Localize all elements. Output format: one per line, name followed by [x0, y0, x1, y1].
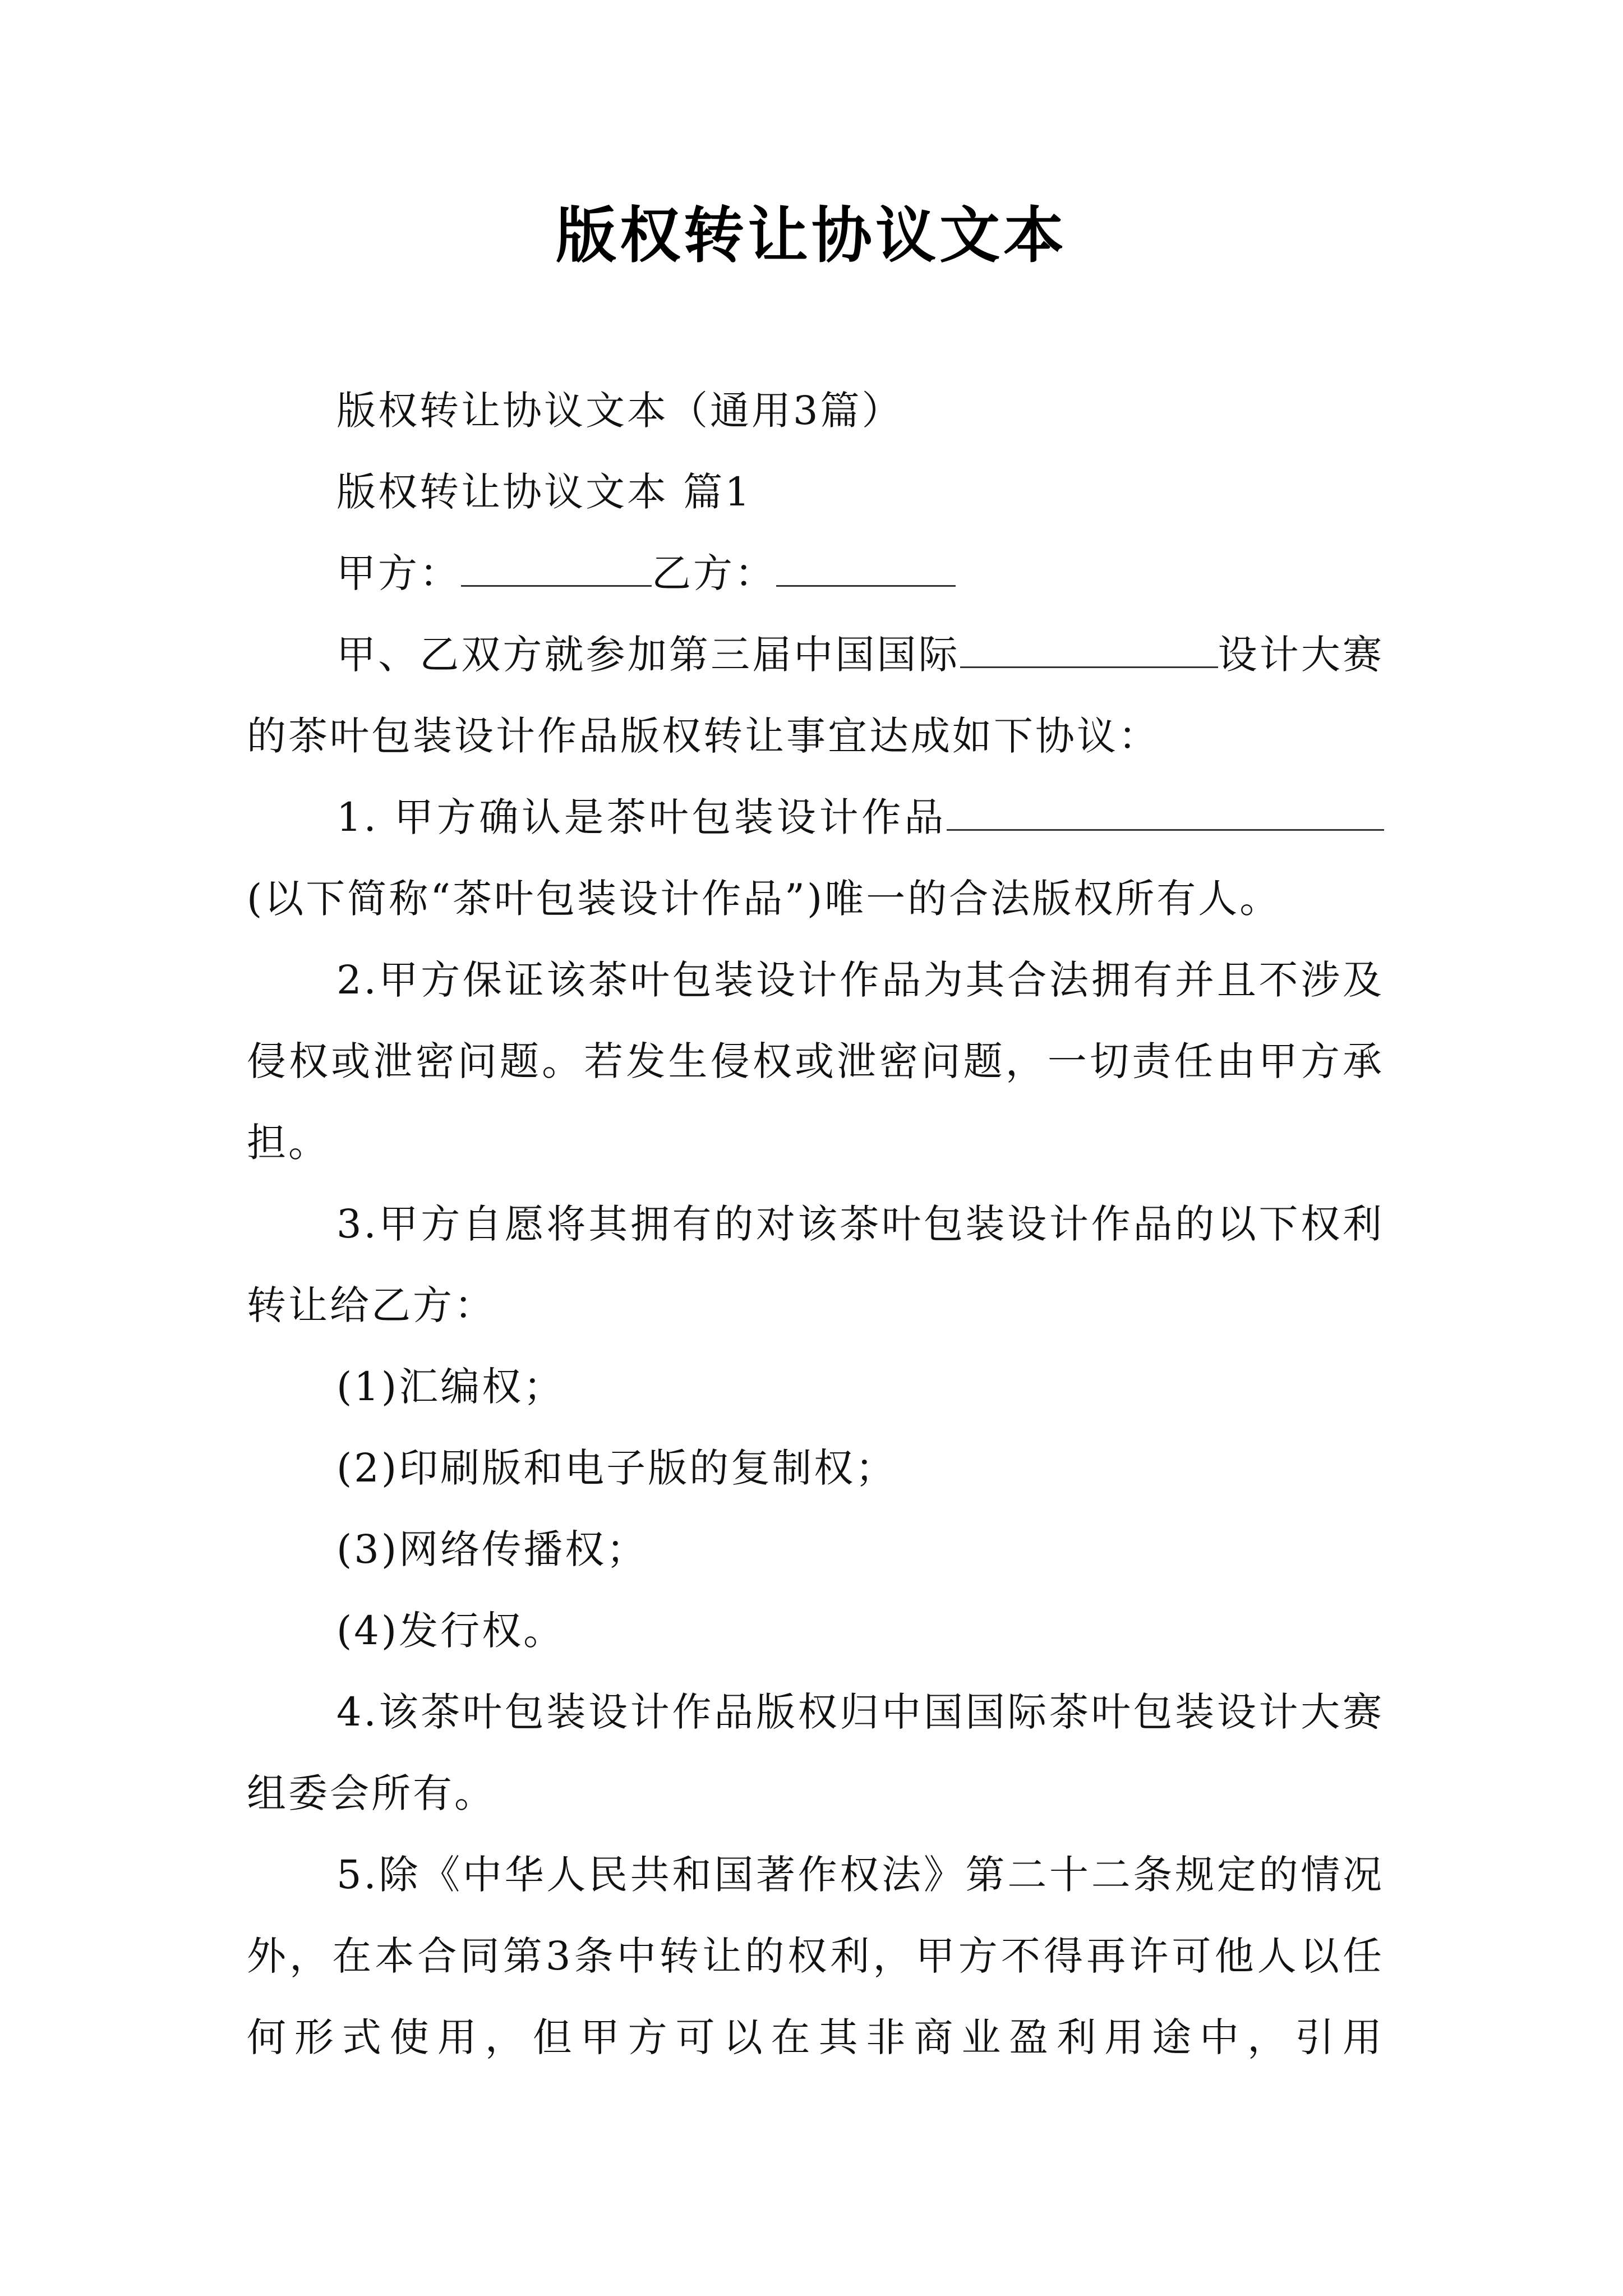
section-heading: 版权转让协议文本 篇1: [336, 469, 752, 515]
intro-text-1: 甲、乙双方就参加第三届中国国际: [336, 632, 960, 678]
right-item-3: (3)网络传播权；: [336, 1526, 648, 1572]
work-name-blank: [947, 789, 1384, 831]
clause-5: 5.除《中华人民共和国著作权法》第二十二条规定的情况外，在本合同第3条中转让的权利，甲方不得再许可他人以任何形式使用，但甲方可以在其非商业盈利用途中，引用: [247, 1852, 1384, 2060]
intro-text-2: 设计大赛的茶叶包装设计作品版权转让事宜达成如下协议：: [247, 632, 1384, 759]
right-item-4: (4)发行权。: [336, 1608, 565, 1654]
contest-name-blank: [960, 626, 1218, 668]
party-a-blank: [461, 545, 652, 587]
party-b-label: 乙方：: [652, 550, 776, 596]
document-body: [247, 370, 1384, 2078]
clause-1-text-1: 1. 甲方确认是茶叶包装设计作品: [336, 794, 947, 840]
party-b-blank: [776, 545, 956, 587]
document-title: 版权转让协议文本: [555, 200, 1067, 271]
parties-line: [247, 533, 1384, 614]
clause-3: 3.甲方自愿将其拥有的对该茶叶包装设计作品的以下权利转让给乙方：: [247, 1201, 1384, 1328]
party-a-label: 甲方：: [336, 550, 461, 596]
subtitle: 版权转让协议文本（通用3篇）: [336, 388, 903, 434]
clause-2: 2.甲方保证该茶叶包装设计作品为其合法拥有并且不涉及侵权或泄密问题。若发生侵权或泄密问题，一切责任由甲方承担。: [247, 957, 1384, 1166]
clause-4: 4.该茶叶包装设计作品版权归中国国际茶叶包装设计大赛组委会所有。: [247, 1689, 1384, 1816]
right-item-1: (1)汇编权；: [336, 1364, 565, 1410]
clause-1-text-2: (以下简称“茶叶包装设计作品”)唯一的合法版权所有人。: [247, 876, 1281, 922]
clause-1: [247, 777, 1384, 940]
intro-paragraph: [247, 614, 1384, 777]
right-item-2: (2)印刷版和电子版的复制权；: [336, 1445, 897, 1491]
